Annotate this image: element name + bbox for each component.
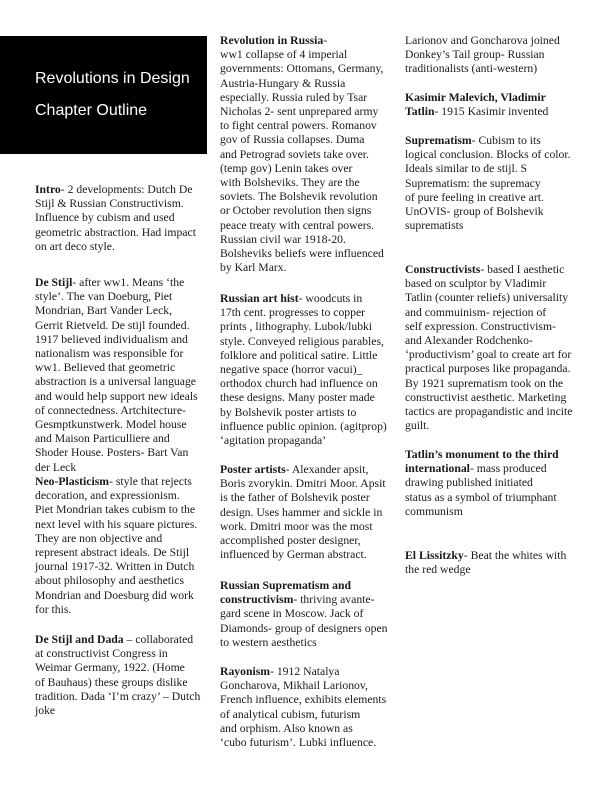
text-line: nationalism was responsible for [35, 347, 184, 361]
text-line: influence public opinion. (agitprop) [220, 419, 387, 433]
text-line: joke [35, 704, 56, 718]
text-line: Stijl & Russian Constructivism. [35, 197, 184, 211]
text-line: of analytical cubism, futurism [220, 707, 361, 721]
text-line: folklore and political satire. Little [220, 348, 378, 362]
section-heading: international [405, 462, 470, 476]
section-heading: Tatlin’s monument to the third [405, 448, 559, 461]
text-line: Suprematism: the supremacy [405, 176, 541, 190]
section-malevich-tatlin [405, 91, 577, 119]
section-heading: Neo-Plasticism [35, 475, 109, 488]
section-heading: De Stijl [35, 276, 73, 289]
section-first-line: De Stijl- after ww1. Means ‘the [35, 276, 185, 289]
section-heading: Russian art hist [220, 292, 299, 305]
text-line: Ideals similar to de stijl. S [405, 162, 528, 176]
text-line: Gerrit Rietveld. De stijl founded. [35, 318, 190, 332]
text-line: (temp gov) Lenin takes over [220, 161, 353, 175]
text-line: of connectedness. Artchitecture- [35, 403, 186, 417]
section-de-stijl-and-dada [35, 633, 207, 718]
text-line: abstraction is a universal language [35, 375, 196, 389]
text-line: Larionov and Goncharova joined [405, 34, 560, 47]
text-line: traditionalists (anti-western) [405, 62, 538, 76]
text-line: UnOVIS- group of Bolshevik [405, 205, 544, 219]
text-line: ‘cubo futurism’. Lubki influence. [220, 736, 377, 750]
text-line: the red wedge [405, 563, 471, 577]
text-line: der Leck [35, 460, 77, 474]
text-line: represent abstract ideals. De Stijl [35, 546, 190, 560]
section-first-line: Intro- 2 developments: Dutch De [35, 183, 193, 196]
section-heading: Suprematism [405, 134, 472, 147]
text-line: and Alexander Rodchenko- [405, 334, 533, 348]
section-de-stijl [35, 276, 207, 475]
section-heading: Tatlin [405, 105, 435, 119]
section-revolution-in-russia [220, 34, 392, 275]
section-constructivists [405, 263, 577, 433]
section-first-line: Neo-Plasticism- style that rejects [35, 475, 192, 488]
section-first-line: Revolution in Russia- [220, 34, 328, 47]
text-line: Austria-Hungary & Russia [220, 76, 346, 90]
text-line: ww1. Believed that geometric [35, 361, 176, 375]
text-line: and orphism. Also known as [220, 721, 353, 735]
text-line: of Bauhaus) these groups dislike [35, 675, 188, 689]
text-line: peace treaty with central powers. [220, 218, 375, 232]
section-first-line: Russian art hist- woodcuts in [220, 292, 363, 305]
text-line: They are non objective and [35, 531, 163, 545]
section-russian-art-hist [220, 292, 392, 448]
text-line: negative space (horror vacui)_ [220, 363, 363, 377]
text-line: Mondrian and Doesburg did work [35, 588, 194, 602]
text-line: logical conclusion. Blocks of color. [405, 148, 571, 162]
text-line: decoration, and expressionism. [35, 489, 180, 503]
text-line: influenced by German abstract. [220, 548, 367, 562]
text-line: Nicholas 2- sent unprepared army [220, 105, 379, 119]
text-line: these designs. Many poster made [220, 391, 375, 405]
text-line: tactics are propagandistic and incite [405, 405, 573, 419]
section-heading: Constructivists [405, 263, 481, 276]
text-line: suprematists [405, 219, 464, 233]
text-line: Shoder House. Posters- Bart Van [35, 446, 189, 460]
text-line: based on sculptor by Vladimir [405, 277, 547, 291]
text-line: soviets. The Bolshevik revolution [220, 190, 378, 204]
section-heading: Poster artists [220, 463, 286, 476]
section-first-line: Constructivists- based I aesthetic [405, 263, 565, 276]
text-line: Boris zvorykin. Dmitri Moor. Apsit [220, 477, 386, 491]
section-first-line: El Lissitzky- Beat the whites with [405, 549, 567, 562]
text-line: and would help support new ideals [35, 389, 198, 403]
text-line: Tatlin (counter reliefs) universality [405, 291, 569, 305]
text-line: of pure feeling in creative art. [405, 190, 544, 204]
text-line: especially. Russia ruled by Tsar [220, 90, 368, 104]
section-heading: Intro [35, 183, 61, 196]
section-first-line: Tatlin- 1915 Kasimir invented [405, 105, 549, 119]
section-heading: De Stijl and Dada [35, 633, 124, 646]
text-line: next level with his square pictures. [35, 517, 198, 531]
text-line: gard scene in Moscow. Jack of [220, 607, 364, 621]
text-line: style’. The van Doeburg, Piet [35, 290, 173, 304]
text-line: design. Uses hammer and sickle in [220, 505, 383, 519]
section-heading: Kasimir Malevich, Vladimir [405, 91, 546, 104]
text-line: geometric abstraction. Had impact [35, 225, 196, 239]
section-first-line: constructivism- thriving avante- [220, 593, 375, 607]
section-russian-suprematism [220, 579, 392, 650]
text-line: guilt. [405, 419, 430, 433]
section-larionov [405, 34, 577, 77]
text-line: Mondrian, Bart Vander Leck, [35, 304, 173, 318]
text-line: prints , lithography. Lubok/lubki [220, 320, 373, 334]
text-line: Weimar Germany, 1922. (Home [35, 661, 185, 675]
text-line: 1917 believed individualism and [35, 332, 188, 346]
text-line: By 1921 suprematism took on the [405, 376, 564, 390]
text-line: Donkey’s Tail group- Russian [405, 48, 545, 62]
text-line: accomplished poster designer, [220, 534, 361, 548]
text-line: constructivist aesthetic. Marketing [405, 390, 567, 404]
section-rayonism [220, 665, 392, 750]
text-line: 17th cent. progresses to copper [220, 306, 366, 320]
text-line: self expression. Constructivism- [405, 319, 556, 333]
text-line: Russian civil war 1918-20. [220, 232, 346, 246]
text-line: drawing published initiated [405, 476, 533, 490]
text-line: communism [405, 504, 463, 518]
title-line-1: Revolutions in Design [35, 70, 190, 87]
section-heading-line [220, 579, 392, 593]
text-line: French influence, exhibits elements [220, 693, 387, 707]
section-intro [35, 183, 207, 254]
text-line: style. Conveyed religious parables, [220, 334, 384, 348]
text-line: and Petrograd soviets take over. [220, 147, 369, 161]
section-heading-line [405, 448, 577, 462]
section-heading: Russian Suprematism and [220, 579, 351, 592]
section-heading: Rayonism [220, 665, 271, 678]
text-line: ww1 collapse of 4 imperial [220, 48, 348, 62]
text-line: to fight central powers. Romanov [220, 119, 377, 133]
section-first-line: Poster artists- Alexander apsit, [220, 463, 369, 476]
text-line: for this. [35, 602, 72, 616]
section-first-line: Suprematism- Cubism to its [405, 134, 541, 147]
text-line: by Bolshevik poster artists to [220, 405, 357, 419]
text-line: practical purposes like propaganda. [405, 362, 571, 376]
text-line: governments: Ottomans, Germany, [220, 62, 384, 76]
text-line: status as a symbol of triumphant [405, 490, 557, 504]
text-line: Diamonds- group of designers open [220, 621, 388, 635]
section-el-lissitzky [405, 549, 577, 577]
text-line: gov of Russia collapses. Duma [220, 133, 365, 147]
text-line: with Bolsheviks. They are the [220, 176, 360, 190]
text-line: ‘productivism’ goal to create art for [405, 348, 572, 362]
text-line: and commuinism- rejection of [405, 305, 547, 319]
section-heading: El Lissitzky [405, 549, 464, 562]
text-line: Goncharova, Mikhail Larionov, [220, 679, 368, 693]
text-line: work. Dmitri moor was the most [220, 519, 373, 533]
section-neo-plasticism [35, 475, 207, 617]
text-line: Influence by cubism and used [35, 211, 175, 225]
section-heading: constructivism [220, 593, 294, 607]
section-heading-line [405, 91, 577, 105]
text-line: and Maison Particulliere and [35, 432, 170, 446]
text-line: journal 1917-32. Written in Dutch [35, 560, 195, 574]
text-line: at constructivist Congress in [35, 647, 168, 661]
section-tatlins-monument [405, 448, 577, 519]
section-heading: Revolution in Russia [220, 34, 324, 47]
text-line: Gesmptkunstwerk. Model house [35, 418, 187, 432]
title-line-2: Chapter Outline [35, 102, 148, 119]
section-poster-artists [220, 463, 392, 562]
title-block [0, 36, 207, 154]
text-line: or October revolution then signs [220, 204, 372, 218]
text-line: tradition. Dada ‘I’m crazy’ – Dutch [35, 689, 201, 703]
text-line: is the father of Bolshevik poster [220, 491, 370, 505]
text-line: about philosophy and aesthetics [35, 574, 184, 588]
section-first-line: international- mass produced [405, 462, 547, 476]
text-line: Piet Mondrian takes cubism to the [35, 503, 196, 517]
text-line: by Karl Marx. [220, 261, 287, 275]
section-first-line: Rayonism- 1912 Natalya [220, 665, 340, 678]
section-first-line: De Stijl and Dada – collaborated [35, 633, 194, 646]
text-line: to western aesthetics [220, 635, 317, 649]
text-line: ‘agitation propaganda’ [220, 434, 327, 448]
text-line: orthodox church had influence on [220, 377, 378, 391]
text-line: on art deco style. [35, 239, 115, 253]
text-line: Bolsheviks beliefs were influenced [220, 247, 384, 261]
section-suprematism [405, 134, 577, 233]
